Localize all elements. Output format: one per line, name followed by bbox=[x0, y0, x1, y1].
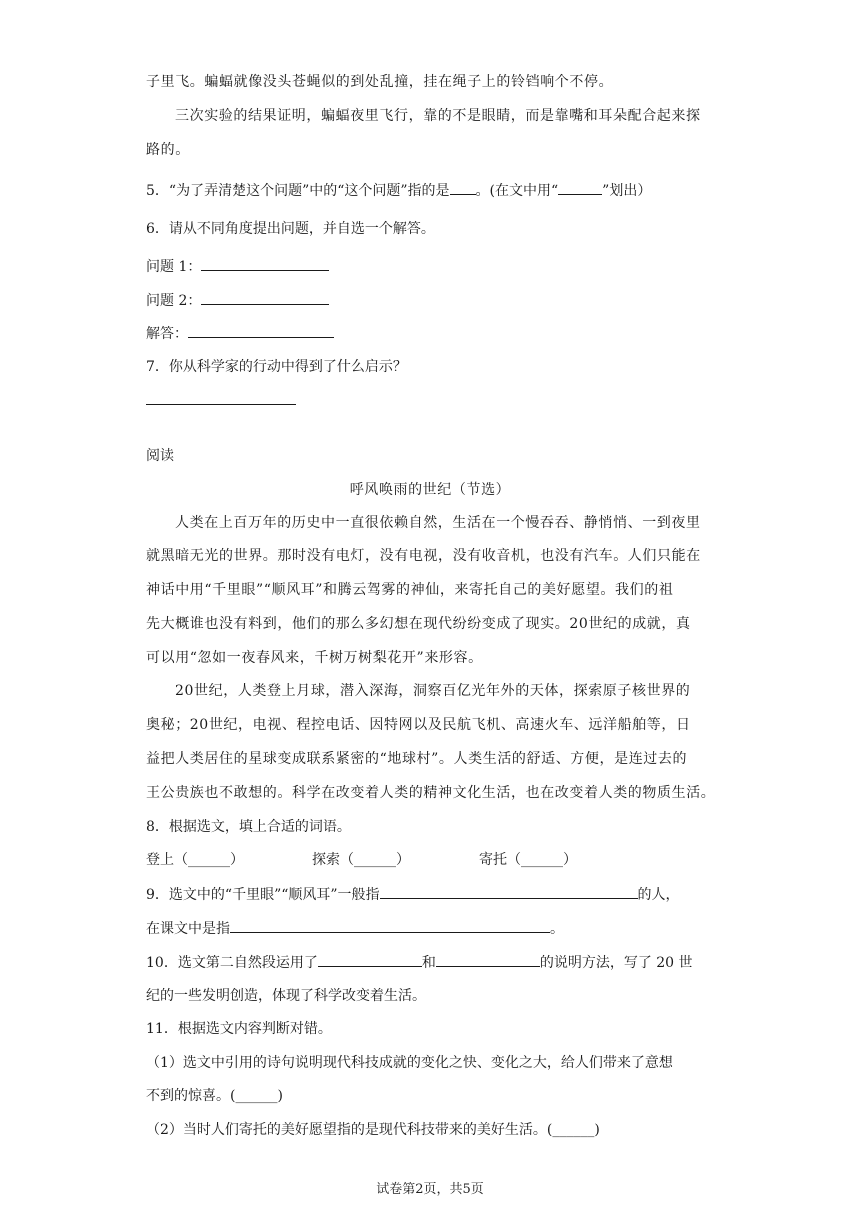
q10-text-b: 和 bbox=[421, 955, 436, 971]
q8-item-2[interactable]: 探索（______） bbox=[312, 852, 410, 868]
question-9-line-2 bbox=[146, 918, 564, 939]
reading-p1-line: 神话中用“千里眼”“顺风耳”和腾云驾雾的神仙，来寄托自己的美好愿望。我们的祖 bbox=[146, 582, 674, 598]
q5-underline-sample bbox=[558, 180, 602, 195]
reading-label: 阅读 bbox=[146, 448, 174, 464]
question-11: 11．根据选文内容判断对错。 bbox=[146, 1021, 332, 1037]
q10-text: 10．选文第二自然段运用了 bbox=[146, 955, 318, 971]
q5-text: 5．“为了弄清楚这个问题”中的“这个问题”指的是 bbox=[146, 183, 450, 199]
q6-answer bbox=[146, 323, 334, 344]
reading-p2-line: 益把人类居住的星球变成联系紧密的“地球村”。人类生活的舒适、方便，是连过去的 bbox=[146, 751, 688, 767]
q9-text-b: 的人， bbox=[637, 887, 680, 903]
question-5 bbox=[146, 180, 651, 201]
q9-text: 9．选文中的“千里眼”“顺风耳”一般指 bbox=[146, 887, 380, 903]
page-footer: 试卷第2页，共5页 bbox=[376, 1182, 484, 1197]
question-9 bbox=[146, 884, 680, 905]
q9-blank-1[interactable] bbox=[380, 884, 638, 899]
question-6: 6．请从不同角度提出问题，并自选一个解答。 bbox=[146, 221, 435, 237]
q9-blank-2[interactable] bbox=[230, 918, 550, 933]
passage-line: 路的。 bbox=[146, 142, 190, 158]
question-8: 8．根据选文，填上合适的词语。 bbox=[146, 819, 351, 835]
reading-p1-line: 就黑暗无光的世界。那时没有电灯，没有电视，没有收音机，也没有汽车。人们只能在 bbox=[146, 548, 701, 564]
q8-item-3[interactable]: 寄托（______） bbox=[479, 852, 577, 868]
passage-line: 子里飞。蝙蝠就像没头苍蝇似的到处乱撞，挂在绳子上的铃铛响个不停。 bbox=[146, 74, 614, 90]
q6-answer-field-3[interactable] bbox=[188, 323, 334, 338]
question-7: 7．你从科学家的行动中得到了什么启示？ bbox=[146, 359, 407, 375]
reading-p2-line: 20世纪，人类登上月球，潜入深海，洞察百亿光年外的天体，探索原子核世界的 bbox=[175, 683, 691, 699]
q11-statement-2[interactable]: （2）当时人们寄托的美好愿望指的是现代科技带来的美好生活。(______) bbox=[146, 1122, 600, 1138]
q5-text-c: ”划出） bbox=[602, 183, 652, 199]
q6-label-1: 问题 1： bbox=[146, 259, 202, 275]
reading-title: 呼风唤雨的世纪（节选） bbox=[349, 482, 511, 498]
q10-text-c: 的说明方法，写了 20 世 bbox=[539, 955, 693, 971]
q6-label-2: 问题 2： bbox=[146, 293, 202, 309]
q6-label-3: 解答： bbox=[146, 326, 188, 342]
q6-question-1 bbox=[146, 256, 329, 277]
q6-question-2 bbox=[146, 290, 329, 311]
q11-statement-1: （1）选文中引用的诗句说明现代科技成就的变化之快、变化之大，给人们带来了意想 bbox=[146, 1055, 673, 1071]
question-10 bbox=[146, 952, 693, 973]
q6-answer-field-1[interactable] bbox=[201, 256, 329, 271]
q7-answer-field[interactable] bbox=[146, 404, 296, 405]
reading-p1-line: 先大概谁也没有料到，他们的那么多幻想在现代纷纷变成了现实。20世纪的成就，真 bbox=[146, 616, 691, 632]
reading-p1-line: 可以用“忽如一夜春风来，千树万树梨花开”来形容。 bbox=[146, 650, 483, 666]
reading-p2-line: 奥秘；20世纪，电视、程控电话、因特网以及民航飞机、高速火车、远洋船舶等，日 bbox=[146, 717, 691, 733]
question-10-line-2: 纪的一些发明创造，体现了科学改变着生活。 bbox=[146, 988, 426, 1004]
q5-blank[interactable] bbox=[450, 180, 476, 195]
q10-blank-2[interactable] bbox=[436, 952, 540, 967]
q8-item-1[interactable]: 登上（______） bbox=[146, 852, 244, 868]
q5-text-b: 。(在文中用“ bbox=[475, 183, 559, 199]
q6-answer-field-2[interactable] bbox=[201, 290, 329, 305]
reading-p2-line: 王公贵族也不敢想的。科学在改变着人类的精神文化生活，也在改变着人类的物质生活。 bbox=[146, 785, 716, 801]
q11-statement-1-cont[interactable]: 不到的惊喜。(______) bbox=[146, 1088, 283, 1104]
reading-p1-line: 人类在上百万年的历史中一直很依赖自然，生活在一个慢吞吞、静悄悄、一到夜里 bbox=[175, 515, 701, 531]
q9-text-c: 在课文中是指 bbox=[146, 921, 230, 937]
q10-blank-1[interactable] bbox=[318, 952, 422, 967]
passage-line: 三次实验的结果证明，蝙蝠夜里飞行，靠的不是眼睛，而是靠嘴和耳朵配合起来探 bbox=[175, 108, 701, 124]
q9-text-d: 。 bbox=[550, 921, 564, 937]
